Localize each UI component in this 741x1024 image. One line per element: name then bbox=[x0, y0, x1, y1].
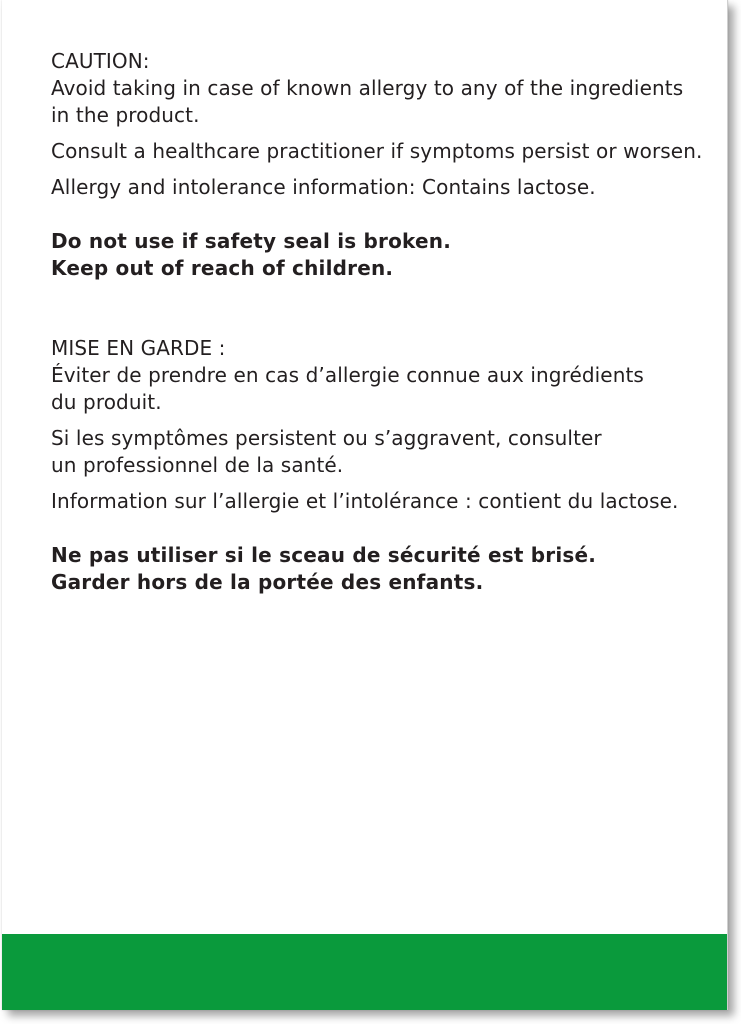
spacer bbox=[51, 524, 711, 542]
safety-seal-warning: Do not use if safety seal is broken. bbox=[51, 229, 452, 253]
caution-allergy-text: Avoid taking in case of known allergy to any of the ingredients in the product. bbox=[51, 76, 684, 127]
caution-section-french bbox=[51, 335, 711, 596]
mise-en-garde-heading: MISE EN GARDE : bbox=[51, 336, 226, 360]
caution-section-english bbox=[51, 48, 711, 282]
spacer bbox=[51, 210, 711, 228]
panel-edge bbox=[727, 0, 728, 1010]
label-panel bbox=[2, 0, 728, 1010]
label-content bbox=[51, 48, 711, 596]
children-warning: Keep out of reach of children. bbox=[51, 256, 394, 280]
caution-lactose-text: Allergy and intolerance information: Contains lactose. bbox=[51, 175, 596, 199]
mise-en-garde-consult-text: Si les symptômes persistent ou s’aggravent, consulter un professionnel de la santé. bbox=[51, 426, 602, 477]
caution-heading: CAUTION: bbox=[51, 49, 150, 73]
sceau-warning: Ne pas utiliser si le sceau de sécurité est brisé. bbox=[51, 543, 597, 567]
enfants-warning: Garder hors de la portée des enfants. bbox=[51, 570, 484, 594]
green-accent-bar bbox=[2, 934, 728, 1010]
caution-consult-text: Consult a healthcare practitioner if symptoms persist or worsen. bbox=[51, 139, 703, 163]
section-spacer bbox=[51, 282, 711, 335]
mise-en-garde-lactose-text: Information sur l’allergie et l’intolérance : contient du lactose. bbox=[51, 489, 679, 513]
mise-en-garde-allergy-text: Éviter de prendre en cas d’allergie connue aux ingrédients du produit. bbox=[51, 363, 644, 414]
